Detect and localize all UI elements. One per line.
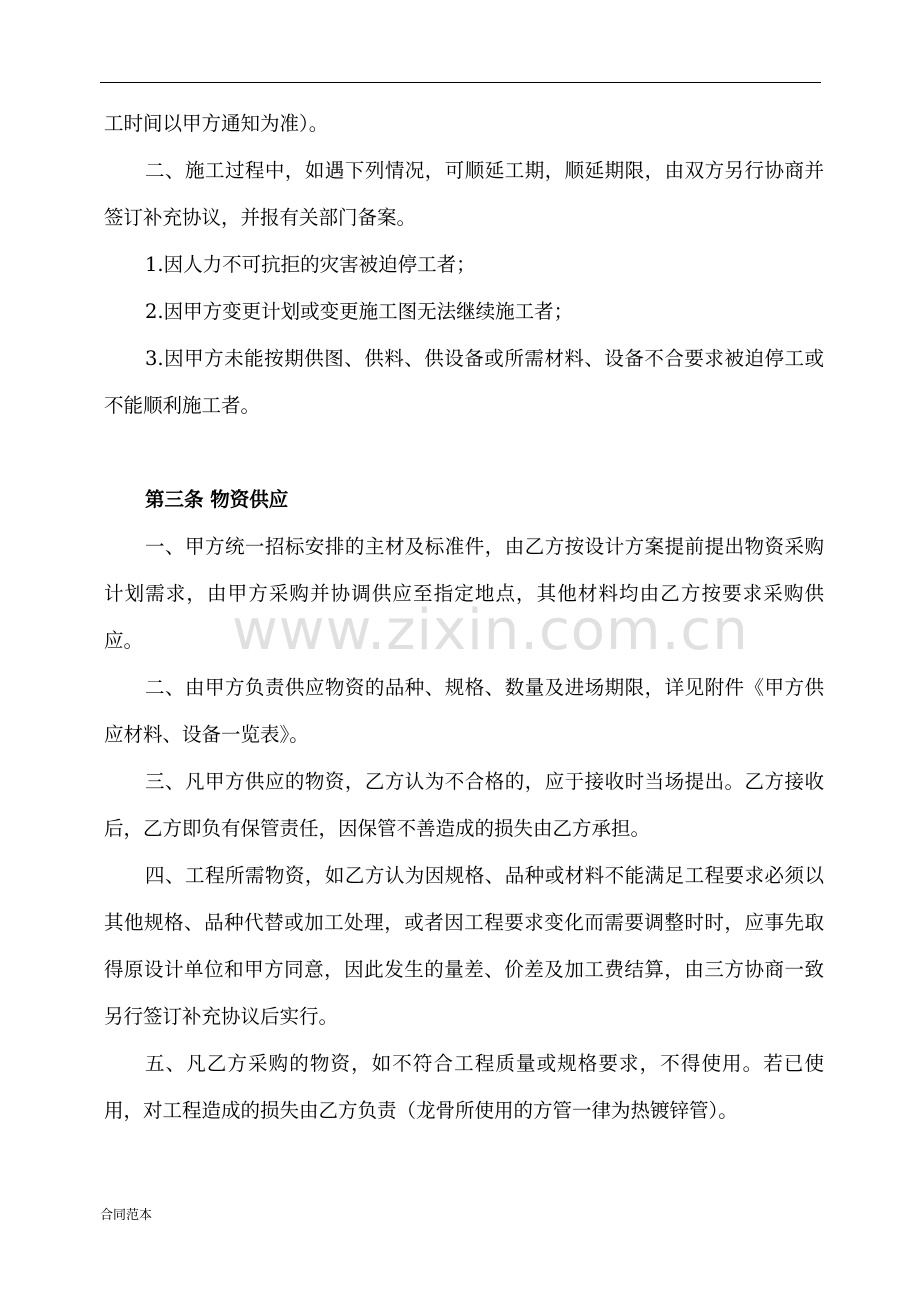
paragraph-continuation: 工时间以甲方通知为准）。: [104, 112, 329, 135]
paragraph-clause-2: 二、由甲方负责供应物资的品种、规格、数量及进场期限，详见附件《甲方供应材料、设备一览表》。: [104, 676, 824, 746]
list-item-plan-change: 2.因甲方变更计划或变更施工图无法继续施工者；: [145, 300, 574, 323]
list-item-force-majeure: 1.因人力不可抗拒的灾害被迫停工者；: [145, 253, 476, 276]
paragraph-clause-5: 五、凡乙方采购的物资，如不符合工程质量或规格要求，不得使用。若已使用，对工程造成的损失由乙方负责（龙骨所使用的方管一律为热镀锌管）。: [104, 1052, 824, 1122]
paragraph-clause-4: 四、工程所需物资，如乙方认为因规格、品种或材料不能满足工程要求必须以其他规格、品种代替或加工处理，或者因工程要求变化而需要调整时时，应事先取得原设计单位和甲方同意，因此发生的量差、价差及加工费结算，由三方协商一致另行签订补充协议后实行。: [104, 864, 824, 1028]
paragraph-delay-clause: 二、施工过程中，如遇下列情况，可顺延工期，顺延期限，由双方另行协商并签订补充协议，并报有关部门备案。: [104, 159, 824, 229]
footer-label: 合同范本: [100, 1208, 153, 1223]
section-gap: [104, 429, 824, 476]
section-heading: 第三条 物资供应: [145, 488, 289, 511]
list-item-supply-delay: 3.因甲方未能按期供图、供料、供设备或所需材料、设备不合要求被迫停工或不能顺利施工者。: [104, 347, 824, 417]
paragraph-clause-3: 三、凡甲方供应的物资，乙方认为不合格的，应于接收时当场提出。乙方接收后，乙方即负有保管责任，因保管不善造成的损失由乙方承担。: [104, 770, 824, 840]
document-body: [104, 100, 824, 1134]
watermark: www.zixin.com.cn: [232, 598, 749, 663]
paragraph-clause-1: 一、甲方统一招标安排的主材及标准件，由乙方按设计方案提前提出物资采购计划需求，由甲方采购并协调供应至指定地点，其他材料均由乙方按要求采购供应。: [104, 535, 824, 652]
header-rule: [100, 82, 821, 83]
